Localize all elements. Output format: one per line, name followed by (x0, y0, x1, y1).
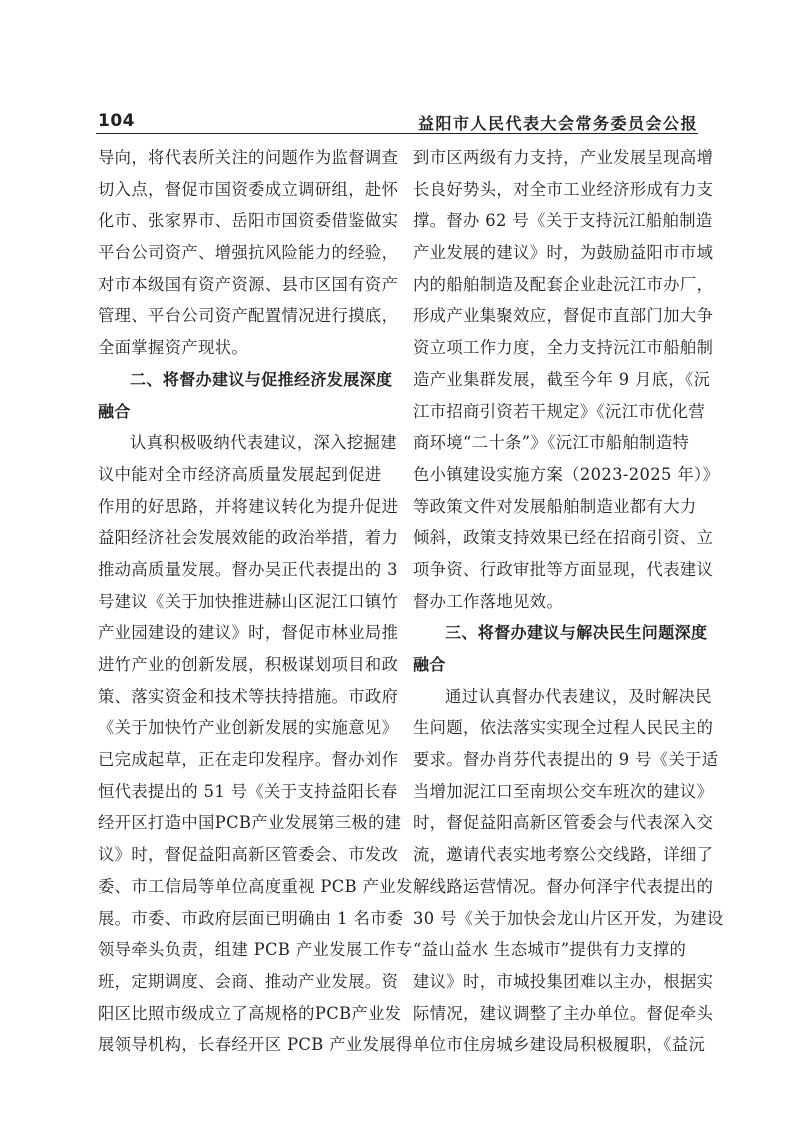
body-text-line: 30 号《关于加快会龙山片区开发，为建设 (413, 908, 724, 928)
body-text-line: 作用的好思路，并将建议转化为提升促进 (98, 496, 399, 516)
body-text-line: 号建议《关于加快推进赫山区泥江口镇竹 (98, 591, 399, 611)
body-text-line: 督办工作落地见效。 (413, 591, 564, 611)
body-text-line: 全面掌握资产现状。 (98, 338, 249, 358)
page-number: 104 (98, 111, 135, 131)
body-text-line: 认真积极吸纳代表建议，深入挖掘建 (130, 433, 397, 453)
body-text-line: 形成产业集聚效应，督促市直部门加大争 (413, 306, 714, 326)
body-text-line: 要求。督办肖芬代表提出的 9 号《关于适 (413, 750, 719, 770)
right-column (413, 142, 724, 1061)
body-text-line: 化市、张家界市、岳阳市国资委借鉴做实 (98, 211, 399, 231)
body-text-line: 等政策文件对发展船舶制造业都有大力 (413, 496, 697, 516)
body-text-line: 到市区两级有力支持，产业发展呈现高增 (413, 148, 714, 167)
journal-title: 益阳市人民代表大会常务委员会公报 (417, 114, 698, 133)
left-column (98, 142, 413, 1061)
body-text-line: 撑。督办 62 号《关于支持沅江船舶制造 (413, 211, 713, 231)
section-heading-line: 三、将督办建议与解决民生问题深度 (445, 623, 708, 643)
body-text-line: 倾斜，政策支持效果已经在招商引资、立 (413, 528, 714, 548)
body-text-line: 《关于加快竹产业创新发展的实施意见》 (98, 718, 399, 738)
body-text-line: 进竹产业的创新发展，积极谋划项目和政 (98, 655, 399, 674)
body-text-line: 时，督促益阳高新区管委会与代表深入交 (413, 813, 714, 833)
body-text-line: 项争资、行政审批等方面显现，代表建议 (413, 559, 714, 579)
body-text-line: 解线路运营情况。督办何泽宇代表提出的 (413, 876, 714, 896)
body-text-line: 当增加泥江口至南坝公交车班次的建议》 (413, 781, 714, 801)
body-text-line: 流，邀请代表实地考察公交线路，详细了 (413, 845, 714, 865)
section-heading-line: 融合 (98, 401, 131, 421)
body-text-line: 平台公司资产、增强抗风险能力的经验， (98, 243, 399, 263)
body-text-line: 管理、平台公司资产配置情况进行摸底， (98, 306, 399, 326)
body-text-line: 江市招商引资若干规定》《沅江市优化营 (413, 401, 706, 421)
body-text-line: 已完成起草，正在走印发程序。督办刘作 (98, 750, 399, 770)
body-text-line: 造产业集群发展，截至今年 9 月底，《沅 (413, 369, 711, 389)
body-text-line: 建议》时，市城投集团难以主办，根据实 (413, 971, 714, 991)
body-text-line: 资立项工作力度，全力支持沅江市船舶制 (413, 338, 714, 358)
body-text-line: 对市本级国有资产资源、县市区国有资产 (98, 274, 399, 294)
body-text-line: 推动高质量发展。督办吴正代表提出的 3 (98, 559, 398, 579)
section-heading-line: 融合 (413, 655, 446, 674)
body-text-line: 领导牵头负责，组建 PCB 产业发展工作专 (98, 940, 413, 960)
body-text-line: 班，定期调度、会商、推动产业发展。资 (98, 971, 399, 991)
body-text-line: 生问题，依法落实实现全过程人民民主的 (413, 718, 714, 738)
body-text-line: 议中能对全市经济高质量发展起到促进 (98, 464, 382, 484)
section-heading-line: 二、将督办建议与促推经济发展深度 (130, 369, 393, 389)
body-text-line: 益阳经济社会发展效能的政治举措，着力 (98, 528, 399, 548)
body-text-line: 展。市委、市政府层面已明确由 1 名市委 (98, 908, 404, 928)
body-text-line: 单位市住房城乡建设局积极履职，《益沅 (413, 1035, 706, 1055)
body-text-line: 产业园建设的建议》时，督促市林业局推 (98, 623, 399, 643)
body-text-line: 际情况，建议调整了主办单位。督促牵头 (413, 1003, 714, 1023)
body-text-line: 展领导机构，长春经开区 PCB 产业发展得 (98, 1035, 413, 1055)
body-text-line: 内的船舶制造及配套企业赴沅江市办厂， (413, 274, 714, 294)
body-text-line: 商环境“二十条”》《沅江市船舶制造特 (413, 433, 690, 453)
body-text-line: 切入点，督促市国资委成立调研组，赴怀 (98, 179, 399, 199)
body-text-line: 长良好势头，对全市工业经济形成有力支 (413, 179, 714, 199)
body-text-line: 通过认真督办代表建议，及时解决民 (445, 686, 712, 706)
header-rule (96, 133, 698, 134)
body-text-line: 产业发展的建议》时，为鼓励益阳市市域 (413, 243, 714, 263)
body-text-line: 议》时，督促益阳高新区管委会、市发改 (98, 845, 399, 865)
body-text-line: “益山益水 生态城市”提供有力支撑的 (413, 940, 687, 960)
body-text-line: 阳区比照市级成立了高规格的PCB产业发 (98, 1003, 402, 1023)
body-text-line: 恒代表提出的 51 号《关于支持益阳长春 (98, 781, 398, 801)
body-text-line: 色小镇建设实施方案（2023-2025 年）》 (413, 464, 720, 484)
body-text-line: 委、市工信局等单位高度重视 PCB 产业发 (98, 876, 413, 896)
body-text-line: 导向，将代表所关注的问题作为监督调查 (98, 148, 399, 167)
body-text-line: 策、落实资金和技术等扶持措施。市政府 (98, 686, 399, 706)
body-text-line: 经开区打造中国PCB产业发展第三极的建 (98, 813, 402, 833)
